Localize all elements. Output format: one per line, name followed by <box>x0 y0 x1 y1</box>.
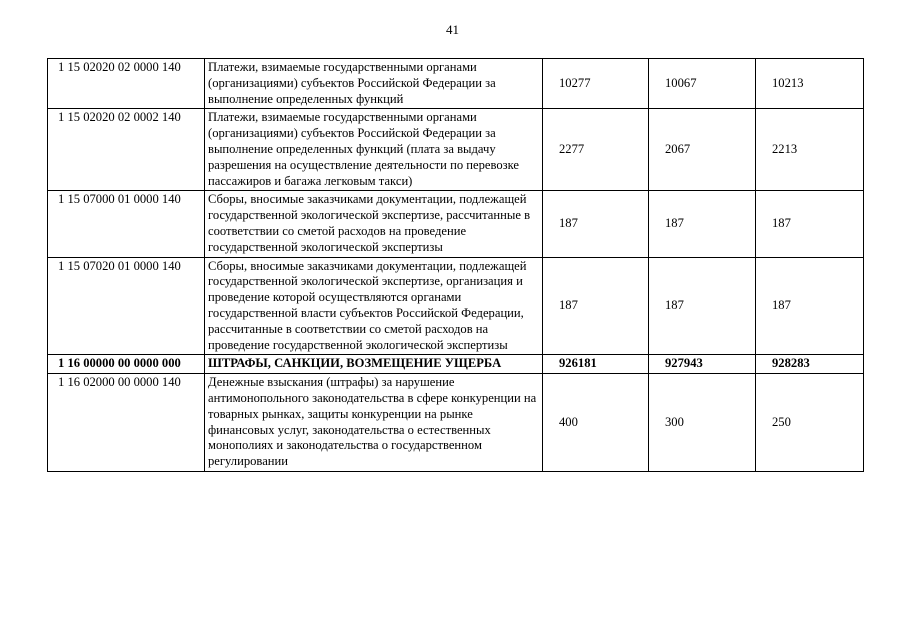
budget-code: 1 15 02020 02 0002 140 <box>48 109 205 191</box>
revenue-name: Платежи, взимаемые государственными органами (организациями) субъектов Российской Федерации за выполнение определенных функций (плата за выдачу разрешения на осуществление деятельности по перевозке пассажиров и багажа легковым такси) <box>205 109 543 191</box>
table-row-section-total <box>48 355 864 374</box>
value-year-1: 10277 <box>543 59 649 109</box>
table-row <box>48 374 864 472</box>
value-year-2: 927943 <box>649 355 756 374</box>
value-year-1: 187 <box>543 257 649 355</box>
value-year-3: 10213 <box>756 59 864 109</box>
value-year-3: 187 <box>756 257 864 355</box>
revenue-name: ШТРАФЫ, САНКЦИИ, ВОЗМЕЩЕНИЕ УЩЕРБА <box>205 355 543 374</box>
budget-code: 1 15 07020 01 0000 140 <box>48 257 205 355</box>
table-row <box>48 109 864 191</box>
revenue-name: Сборы, вносимые заказчиками документации, подлежащей государственной экологической экспертизе, рассчитанные в соответствии со сметой расходов на проведение государственной экологической экспертизы <box>205 191 543 257</box>
value-year-2: 300 <box>649 374 756 472</box>
budget-code: 1 16 00000 00 0000 000 <box>48 355 205 374</box>
value-year-3: 250 <box>756 374 864 472</box>
table-row <box>48 257 864 355</box>
table-row <box>48 191 864 257</box>
value-year-2: 187 <box>649 257 756 355</box>
value-year-2: 187 <box>649 191 756 257</box>
budget-code: 1 16 02000 00 0000 140 <box>48 374 205 472</box>
revenue-name: Платежи, взимаемые государственными органами (организациями) субъектов Российской Федерации за выполнение определенных функций <box>205 59 543 109</box>
budget-code: 1 15 07000 01 0000 140 <box>48 191 205 257</box>
value-year-3: 928283 <box>756 355 864 374</box>
value-year-1: 400 <box>543 374 649 472</box>
value-year-1: 926181 <box>543 355 649 374</box>
page-number: 41 <box>446 22 459 37</box>
revenue-name: Денежные взыскания (штрафы) за нарушение антимонопольного законодательства в сфере конкуренции на товарных рынках, защиты конкуренции на рынке финансовых услуг, законодательства о естественных монополиях и законодательства о государственном регулировании <box>205 374 543 472</box>
budget-table <box>47 58 864 472</box>
value-year-1: 187 <box>543 191 649 257</box>
value-year-3: 2213 <box>756 109 864 191</box>
value-year-1: 2277 <box>543 109 649 191</box>
value-year-2: 10067 <box>649 59 756 109</box>
table-row <box>48 59 864 109</box>
value-year-3: 187 <box>756 191 864 257</box>
revenue-name: Сборы, вносимые заказчиками документации, подлежащей государственной экологической экспертизе, организация и проведение которой осуществляются органами государственной власти субъектов Российской Федерации, рассчитанные в соответствии со сметой расходов на проведение государственной экологической экспертизы <box>205 257 543 355</box>
value-year-2: 2067 <box>649 109 756 191</box>
budget-code: 1 15 02020 02 0000 140 <box>48 59 205 109</box>
